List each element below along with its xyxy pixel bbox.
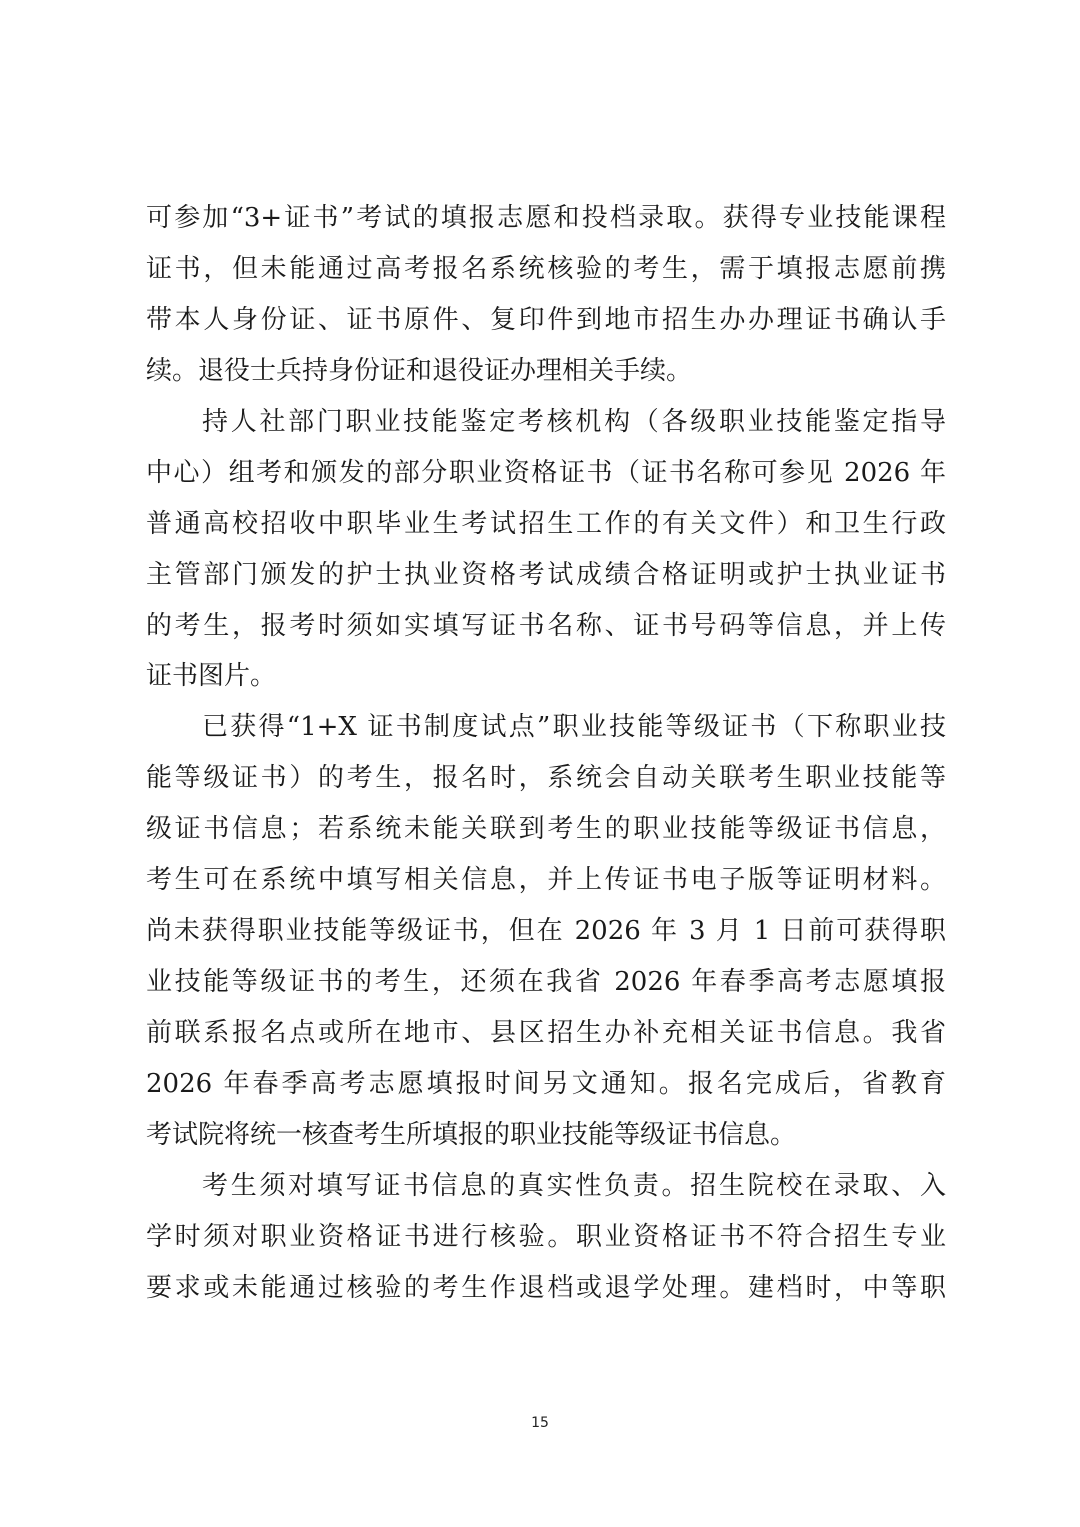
text-line: 续。退役士兵持身份证和退役证办理相关手续。: [146, 355, 693, 386]
text-line: 2026 年春季高考志愿填报时间另文通知。报名完成后，省教育: [146, 1068, 946, 1099]
paragraph-1: [146, 193, 946, 397]
text-line: 可参加“3+证书”考试的填报志愿和投档录取。获得专业技能课程: [146, 203, 946, 233]
page-number: 15: [531, 1415, 549, 1431]
text-line: 中心）组考和颁发的部分职业资格证书（证书名称可参见 2026 年: [146, 457, 946, 488]
text-line: 要求或未能通过核验的考生作退档或退学处理。建档时，中等职: [146, 1272, 946, 1303]
text-line: 尚未获得职业技能等级证书，但在 2026 年 3 月 1 日前可获得职: [146, 916, 946, 947]
text-line: 证书，但未能通过高考报名系统核验的考生，需于填报志愿前携: [146, 253, 946, 284]
text-line: 带本人身份证、证书原件、复印件到地市招生办办理证书确认手: [146, 304, 946, 335]
text-line: 考生须对填写证书信息的真实性负责。招生院校在录取、入: [202, 1170, 946, 1201]
paragraph-3: [146, 702, 946, 1160]
paragraph-2: [146, 397, 946, 703]
text-line: 的考生，报考时须如实填写证书名称、证书号码等信息，并上传: [146, 610, 946, 641]
text-line: 持人社部门职业技能鉴定考核机构（各级职业技能鉴定指导: [202, 406, 946, 437]
text-line: 考试院将统一核查考生所填报的职业技能等级证书信息。: [146, 1119, 797, 1150]
paragraph-4: [146, 1161, 946, 1314]
text-line: 考生可在系统中填写相关信息，并上传证书电子版等证明材料。: [146, 865, 946, 896]
body-text: [146, 193, 946, 1314]
text-line: 证书图片。: [146, 661, 277, 692]
text-line: 能等级证书）的考生，报名时，系统会自动关联考生职业技能等: [146, 763, 946, 794]
text-line: 主管部门颁发的护士执业资格考试成绩合格证明或护士执业证书: [146, 559, 946, 590]
text-line: 级证书信息；若系统未能关联到考生的职业技能等级证书信息，: [146, 814, 946, 845]
text-line: 业技能等级证书的考生，还须在我省 2026 年春季高考志愿填报: [146, 967, 946, 998]
text-line: 前联系报名点或所在地市、县区招生办补充相关证书信息。我省: [146, 1018, 946, 1048]
text-line: 普通高校招收中职毕业生考试招生工作的有关文件）和卫生行政: [146, 508, 946, 539]
text-line: 学时须对职业资格证书进行核验。职业资格证书不符合招生专业: [146, 1221, 946, 1252]
text-line: 已获得“1+X 证书制度试点”职业技能等级证书（下称职业技: [202, 712, 946, 743]
